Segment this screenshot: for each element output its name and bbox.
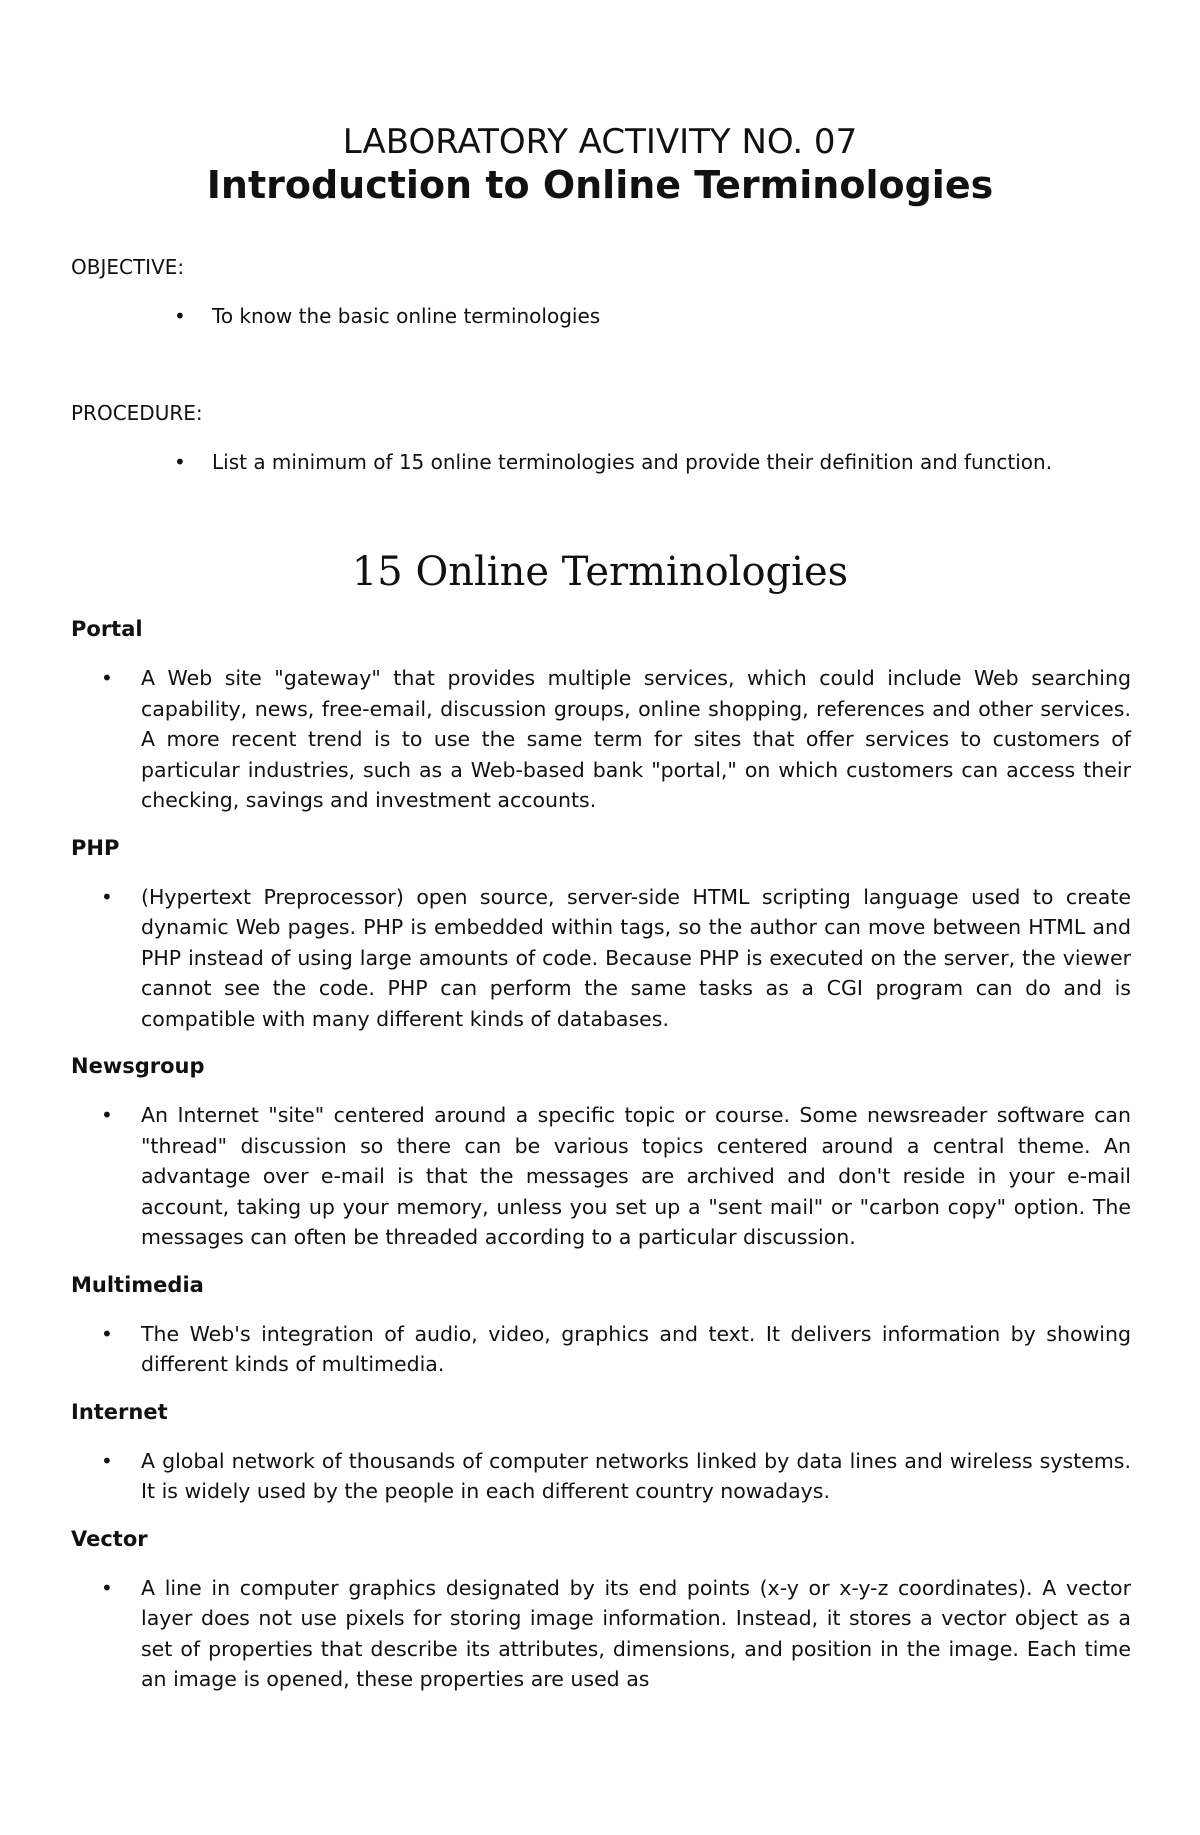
objective-item-text: To know the basic online terminologies bbox=[212, 304, 601, 328]
terminologies-heading: 15 Online Terminologies bbox=[351, 549, 849, 595]
term-name: Portal bbox=[71, 617, 143, 641]
term-name: Newsgroup bbox=[71, 1054, 205, 1078]
bullet-icon: • bbox=[101, 1575, 113, 1600]
terminologies-list bbox=[71, 615, 1131, 1713]
procedure-label: PROCEDURE: bbox=[71, 401, 203, 425]
term-definition: A line in computer graphics designated by its end points (x-y or x-y-z coordinates). A vector layer does not use pixels for storing image information. Instead, it stores a vector object as a set of properties that describe its attributes, dimensions, and position in the image. Each time an image is opened, these properties are used as bbox=[141, 1575, 1131, 1691]
bullet-icon: • bbox=[101, 1448, 113, 1473]
term-definition-item bbox=[71, 663, 1131, 816]
bullet-icon: • bbox=[101, 1321, 113, 1346]
bullet-icon: • bbox=[101, 884, 113, 909]
bullet-icon: • bbox=[101, 1103, 113, 1127]
bullet-icon: • bbox=[101, 666, 113, 690]
term-definition-item bbox=[71, 1573, 1131, 1695]
activity-title: LABORATORY ACTIVITY NO. 07 bbox=[342, 122, 858, 162]
term-definition-item bbox=[71, 1100, 1131, 1253]
term-definition: An Internet "site" centered around a specific topic or course. Some newsreader software can "thread" discussion so there can be various topics centered around a central theme. An advantage over e-mail is that the messages are archived and don't reside in your e-mail account, taking up your memory, unless you set up a "sent mail" or "carbon copy" option. The messages can often be threaded according to a particular discussion. bbox=[141, 1103, 1131, 1249]
bullet-icon: • bbox=[174, 450, 186, 474]
term-definition-item bbox=[71, 882, 1131, 1035]
term-definition-item bbox=[71, 1446, 1131, 1507]
term-name: Internet bbox=[71, 1399, 168, 1424]
bullet-icon: • bbox=[174, 304, 186, 328]
term-name: Vector bbox=[71, 1526, 148, 1551]
term-definition: The Web's integration of audio, video, graphics and text. It delivers information by showing different kinds of multimedia. bbox=[141, 1321, 1131, 1376]
procedure-item-text: List a minimum of 15 online terminologies and provide their definition and function. bbox=[212, 450, 1053, 474]
term-definition-item bbox=[71, 1319, 1131, 1380]
term-definition: A global network of thousands of computer networks linked by data lines and wireless systems. It is widely used by the people in each different country nowadays. bbox=[141, 1448, 1131, 1503]
term-name: Multimedia bbox=[71, 1272, 204, 1297]
term-definition: (Hypertext Preprocessor) open source, server-side HTML scripting language used to create dynamic Web pages. PHP is embedded within tags, so the author can move between HTML and PHP instead of using large amounts of code. Because PHP is executed on the server, the viewer cannot see the code. PHP can perform the same tasks as a CGI program can do and is compatible with many different kinds of databases. bbox=[141, 884, 1131, 1031]
document-subtitle: Introduction to Online Terminologies bbox=[206, 163, 994, 207]
objective-label: OBJECTIVE: bbox=[71, 255, 185, 279]
term-definition: A Web site "gateway" that provides multiple services, which could include Web searching capability, news, free-email, discussion groups, online shopping, references and other services. A more recent trend is to use the same term for sites that offer services to customers of particular industries, such as a Web-based bank "portal," on which customers can access their checking, savings and investment accounts. bbox=[141, 666, 1131, 812]
term-name: PHP bbox=[71, 835, 120, 860]
